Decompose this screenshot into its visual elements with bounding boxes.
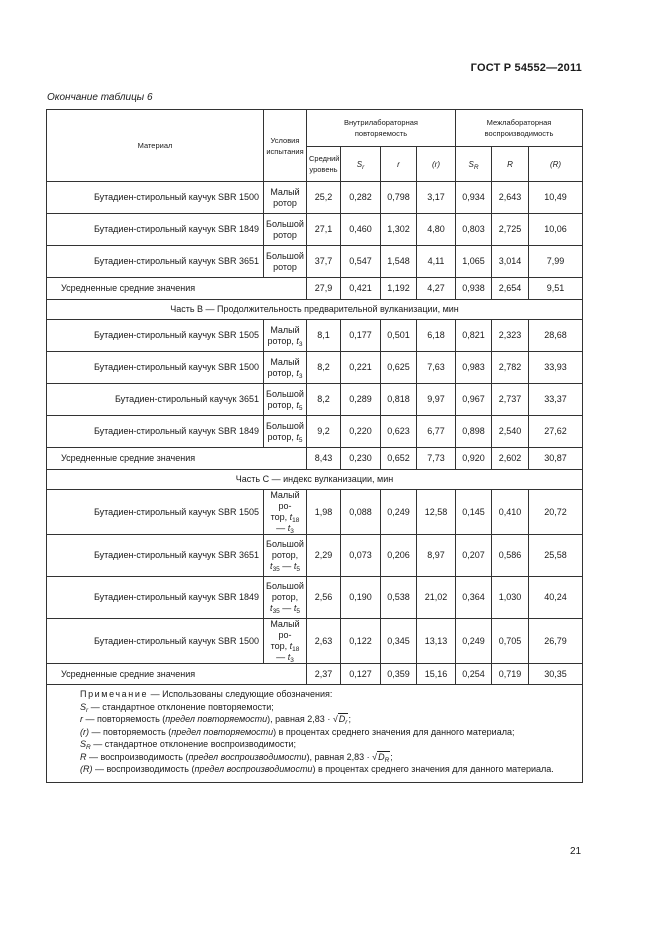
table-row (47, 535, 583, 577)
value-cell: 9,97 (417, 384, 456, 416)
conditions-cell: Большой ротор, $t_5$ (264, 384, 307, 416)
conditions-cell: Малый ротор, $t_3$ (264, 352, 307, 384)
value-cell: 2,29 (307, 535, 341, 577)
value-cell: 40,24 (529, 577, 583, 619)
value-cell: 0,538 (381, 577, 417, 619)
value-cell: 0,073 (341, 535, 381, 577)
value-cell: 9,51 (529, 278, 583, 300)
value-cell: 3,014 (492, 246, 529, 278)
value-cell: 0,122 (341, 619, 381, 664)
value-cell: 7,73 (417, 448, 456, 470)
average-label: Усредненные средние значения (47, 278, 307, 300)
conditions-cell: Малый ротор (264, 182, 307, 214)
value-cell: 13,13 (417, 619, 456, 664)
value-cell: 8,43 (307, 448, 341, 470)
value-cell: 10,49 (529, 182, 583, 214)
average-row (47, 664, 583, 685)
value-cell: 15,16 (417, 664, 456, 685)
results-table (46, 109, 583, 783)
col-header-r: r (381, 147, 417, 182)
material-cell: Бутадиен-стирольный каучук SBR 1849 (47, 214, 264, 246)
value-cell: 0,460 (341, 214, 381, 246)
value-cell: 0,967 (456, 384, 492, 416)
value-cell: 27,62 (529, 416, 583, 448)
sqrt-dr-symbol: $√D_r$ (332, 714, 348, 726)
value-cell: 1,98 (307, 490, 341, 535)
col-header-R-pct: (R) (529, 147, 583, 182)
value-cell: 8,2 (307, 384, 341, 416)
value-cell: 8,2 (307, 352, 341, 384)
value-cell: 0,127 (341, 664, 381, 685)
section-title-row (47, 300, 583, 320)
table-row (47, 416, 583, 448)
col-header-mean: Средний уровень (307, 147, 341, 182)
page-number: 21 (570, 846, 582, 857)
value-cell: 0,254 (456, 664, 492, 685)
value-cell: 33,93 (529, 352, 583, 384)
value-cell: 0,803 (456, 214, 492, 246)
value-cell: 1,548 (381, 246, 417, 278)
material-cell: Бутадиен-стирольный каучук SBR 1505 (47, 320, 264, 352)
material-cell: Бутадиен-стирольный каучук SBR 3651 (47, 246, 264, 278)
standard-number: ГОСТ Р 54552—2011 (470, 62, 582, 74)
value-cell: 0,719 (492, 664, 529, 685)
value-cell: 0,821 (456, 320, 492, 352)
value-cell: 0,359 (381, 664, 417, 685)
value-cell: 4,11 (417, 246, 456, 278)
table-row (47, 577, 583, 619)
value-cell: 0,920 (456, 448, 492, 470)
value-cell: 1,192 (381, 278, 417, 300)
value-cell: 0,625 (381, 352, 417, 384)
value-cell: 2,737 (492, 384, 529, 416)
conditions-cell: Малый ро- тор, $t_{18}$ — $t_3$ (264, 490, 307, 535)
table-row (47, 352, 583, 384)
value-cell: 0,221 (341, 352, 381, 384)
header-row-1 (47, 110, 583, 147)
table-row (47, 384, 583, 416)
table-row (47, 320, 583, 352)
value-cell: 0,421 (341, 278, 381, 300)
value-cell: 4,80 (417, 214, 456, 246)
col-header-material: Материал (47, 110, 264, 182)
value-cell: 33,37 (529, 384, 583, 416)
table-note: Примечание — Использованы следующие обозначения: $S_r$ — стандартное отклонение повторяемости; r — повторяемость (предел повторяемости), равная $2,83 \cdot √D_r$; (r) — повторяемость (предел повторяемости) в процентах среднего значения для данного материала; $S_R$ — стандартное отклонение воспроизводимости; R — воспроизводимость (предел воспроизводимости), равная $2,83 \cdot √D_R$; (R) — воспроизводимость (предел воспроизводимости) в процентах среднего значения для данного материала. (47, 685, 583, 783)
conditions-cell: Большой ротор (264, 246, 307, 278)
sqrt-dR-symbol: $√D_R$ (372, 751, 390, 764)
value-cell: 0,364 (456, 577, 492, 619)
table-row (47, 182, 583, 214)
value-cell: 0,983 (456, 352, 492, 384)
value-cell: 8,1 (307, 320, 341, 352)
col-header-conditions: Условия испытания (264, 110, 307, 182)
material-cell: Бутадиен-стирольный каучук SBR 1849 (47, 416, 264, 448)
value-cell: 0,586 (492, 535, 529, 577)
value-cell: 6,77 (417, 416, 456, 448)
material-cell: Бутадиен-стирольный каучук SBR 3651 (47, 535, 264, 577)
conditions-cell: Малый ротор, $t_3$ (264, 320, 307, 352)
table-row (47, 619, 583, 664)
value-cell: 37,7 (307, 246, 341, 278)
value-cell: 0,652 (381, 448, 417, 470)
value-cell: 12,58 (417, 490, 456, 535)
value-cell: 30,87 (529, 448, 583, 470)
material-cell: Бутадиен-стирольный каучук SBR 1500 (47, 352, 264, 384)
value-cell: 10,06 (529, 214, 583, 246)
material-cell: Бутадиен-стирольный каучук SBR 1505 (47, 490, 264, 535)
value-cell: 0,898 (456, 416, 492, 448)
conditions-cell: Малый ро- тор, $t_{18}$ — $t_3$ (264, 619, 307, 664)
value-cell: 30,35 (529, 664, 583, 685)
value-cell: 2,725 (492, 214, 529, 246)
value-cell: 0,623 (381, 416, 417, 448)
average-row (47, 448, 583, 470)
value-cell: 0,289 (341, 384, 381, 416)
value-cell: 0,501 (381, 320, 417, 352)
value-cell: 0,705 (492, 619, 529, 664)
value-cell: 0,177 (341, 320, 381, 352)
section-title-c: Часть С — индекс вулканизации, мин (47, 470, 583, 490)
value-cell: 0,230 (341, 448, 381, 470)
table-caption: Окончание таблицы 6 (47, 92, 153, 103)
value-cell: 7,99 (529, 246, 583, 278)
value-cell: 0,938 (456, 278, 492, 300)
value-cell: 2,323 (492, 320, 529, 352)
value-cell: 2,602 (492, 448, 529, 470)
value-cell: 1,302 (381, 214, 417, 246)
value-cell: 20,72 (529, 490, 583, 535)
value-cell: 27,1 (307, 214, 341, 246)
col-header-sR: $S_R$ (456, 147, 492, 182)
value-cell: 0,818 (381, 384, 417, 416)
value-cell: 8,97 (417, 535, 456, 577)
material-cell: Бутадиен-стирольный каучук 3651 (47, 384, 264, 416)
conditions-cell: Большой ротор (264, 214, 307, 246)
value-cell: 0,088 (341, 490, 381, 535)
value-cell: 2,782 (492, 352, 529, 384)
value-cell: 0,190 (341, 577, 381, 619)
value-cell: 25,58 (529, 535, 583, 577)
material-cell: Бутадиен-стирольный каучук SBR 1500 (47, 182, 264, 214)
value-cell: 27,9 (307, 278, 341, 300)
table-row (47, 246, 583, 278)
value-cell: 2,540 (492, 416, 529, 448)
col-header-reproducibility: Межлабораторная воспроизводимость (456, 110, 583, 147)
value-cell: 7,63 (417, 352, 456, 384)
conditions-cell: Большой ротор, $t_{35}$ — $t_5$ (264, 577, 307, 619)
conditions-cell: Большой ротор, $t_{35}$ — $t_5$ (264, 535, 307, 577)
section-title-b: Часть В — Продолжительность предварительной вулканизации, мин (47, 300, 583, 320)
value-cell: 9,2 (307, 416, 341, 448)
value-cell: 25,2 (307, 182, 341, 214)
value-cell: 2,643 (492, 182, 529, 214)
value-cell: 21,02 (417, 577, 456, 619)
value-cell: 4,27 (417, 278, 456, 300)
value-cell: 2,63 (307, 619, 341, 664)
value-cell: 0,282 (341, 182, 381, 214)
value-cell: 0,547 (341, 246, 381, 278)
col-header-repeatability: Внутрилабораторная повторяемость (307, 110, 456, 147)
value-cell: 0,249 (456, 619, 492, 664)
col-header-sr: $S_r$ (341, 147, 381, 182)
value-cell: 28,68 (529, 320, 583, 352)
value-cell: 1,030 (492, 577, 529, 619)
value-cell: 3,17 (417, 182, 456, 214)
conditions-cell: Большой ротор, $t_5$ (264, 416, 307, 448)
table-row (47, 490, 583, 535)
average-label: Усредненные средние значения (47, 664, 307, 685)
value-cell: 0,798 (381, 182, 417, 214)
col-header-R: R (492, 147, 529, 182)
value-cell: 0,206 (381, 535, 417, 577)
value-cell: 0,249 (381, 490, 417, 535)
table-row (47, 214, 583, 246)
value-cell: 0,220 (341, 416, 381, 448)
section-title-row (47, 470, 583, 490)
col-header-r-pct: (r) (417, 147, 456, 182)
material-cell: Бутадиен-стирольный каучук SBR 1500 (47, 619, 264, 664)
value-cell: 0,207 (456, 535, 492, 577)
value-cell: 0,345 (381, 619, 417, 664)
value-cell: 0,410 (492, 490, 529, 535)
value-cell: 2,56 (307, 577, 341, 619)
value-cell: 6,18 (417, 320, 456, 352)
value-cell: 26,79 (529, 619, 583, 664)
note-row (47, 685, 583, 783)
value-cell: 1,065 (456, 246, 492, 278)
average-row (47, 278, 583, 300)
value-cell: 0,934 (456, 182, 492, 214)
value-cell: 2,654 (492, 278, 529, 300)
material-cell: Бутадиен-стирольный каучук SBR 1849 (47, 577, 264, 619)
value-cell: 0,145 (456, 490, 492, 535)
value-cell: 2,37 (307, 664, 341, 685)
average-label: Усредненные средние значения (47, 448, 307, 470)
